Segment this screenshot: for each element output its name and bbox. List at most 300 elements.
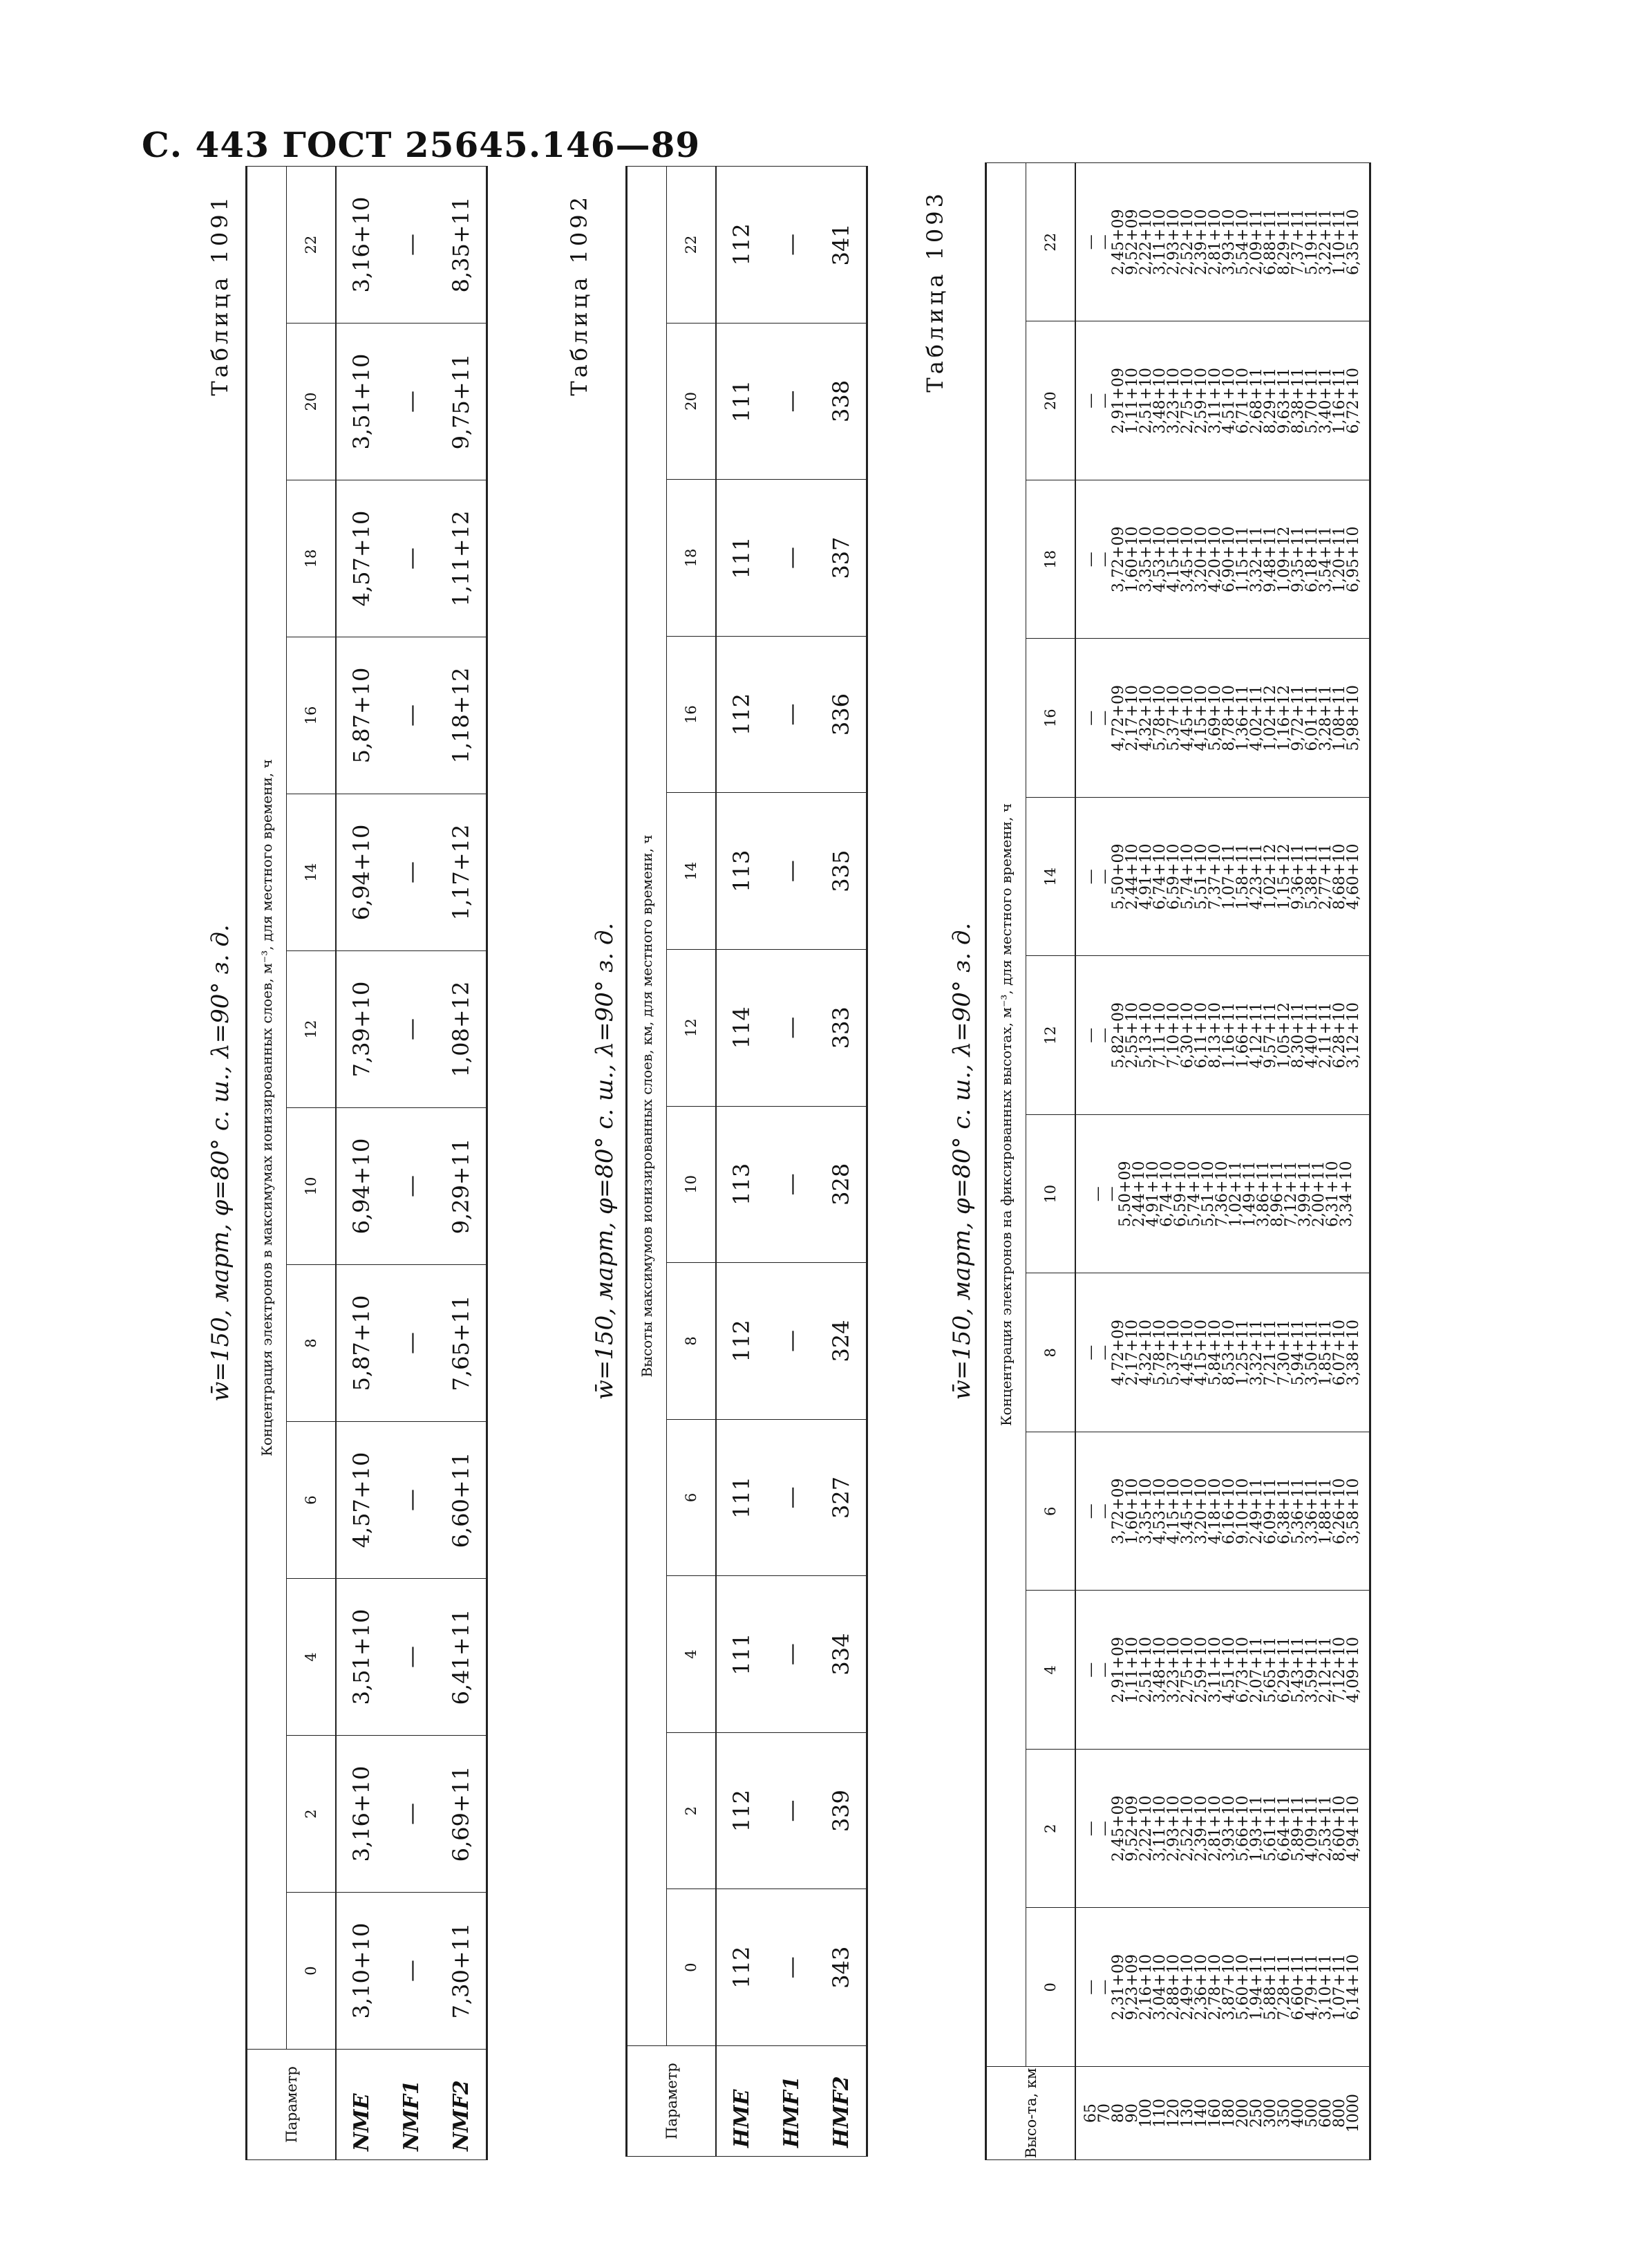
value-cell: 4,53+10 — [1151, 1478, 1169, 1544]
value-cell: 2,36+10 — [1193, 1954, 1210, 2021]
value-cell: 5,70+11 — [1303, 368, 1321, 434]
value-cell: 5,43+11 — [1290, 1637, 1307, 1703]
value-cell: 1,15+11 — [1234, 526, 1252, 592]
value-cell: 6,18+11 — [1303, 526, 1321, 592]
value-cell: 7,10+10 — [1165, 1002, 1182, 1069]
value-cell: 3,11+10 — [1207, 368, 1224, 434]
value-cell: 111 — [716, 1576, 766, 1733]
value-cell: 5,66+10 — [1234, 1795, 1252, 1862]
value-cell: 5,36+11 — [1290, 1478, 1307, 1544]
value-cell: 5,87+10 — [336, 637, 386, 794]
hour-header: 4 — [1026, 1591, 1076, 1750]
value-cell: 2,39+10 — [1193, 1795, 1210, 1862]
param-header: Параметр — [627, 2046, 717, 2157]
value-cell: 341 — [816, 167, 867, 324]
value-cell: 333 — [816, 949, 867, 1106]
page-header: С. 443 ГОСТ 25645.146—89 — [142, 124, 701, 165]
value-cell: 1,20+11 — [1331, 526, 1348, 592]
value-cell: 6,88+11 — [1262, 209, 1279, 275]
value-cell: 6,07+10 — [1331, 1320, 1348, 1386]
value-cell: 5,74+10 — [1186, 1161, 1203, 1227]
table-row — [1075, 163, 1370, 2160]
hour-header: 2 — [667, 1732, 717, 1889]
value-cell: 5,94+11 — [1290, 1320, 1307, 1386]
value-cell: — — [1096, 710, 1113, 726]
value-cell: 4,40+11 — [1303, 1002, 1321, 1069]
value-cell: — — [1096, 1662, 1113, 1678]
value-cell: 7,36+10 — [1214, 1161, 1231, 1227]
value-cell: — — [766, 323, 816, 480]
height-value: 600 — [1317, 2099, 1334, 2128]
value-cell: 8,30+11 — [1290, 1002, 1307, 1069]
hour-header: 18 — [667, 480, 717, 637]
value-cell: 6,60+11 — [1290, 1954, 1307, 2021]
value-cell: 1,07+11 — [1220, 843, 1238, 910]
hour-header: 10 — [1026, 1115, 1076, 1274]
value-cell: 5,50+09 — [1110, 843, 1127, 910]
value-column — [1075, 1591, 1370, 1750]
value-cell: 6,16+10 — [1220, 1478, 1238, 1544]
value-cell: 3,59+11 — [1303, 1637, 1321, 1703]
hour-header: 18 — [287, 480, 337, 637]
value-column — [1075, 1908, 1370, 2067]
value-cell: 1,02+12 — [1262, 685, 1279, 751]
value-cell: 5,89+11 — [1290, 1795, 1307, 1862]
value-cell: 3,93+10 — [1220, 1795, 1238, 1862]
value-cell: 1,11+10 — [1124, 1637, 1141, 1703]
table-subtitle: w̄=150, март, φ=80° с. ш., λ=90° з. д. — [591, 922, 619, 1400]
value-cell: 4,72+09 — [1110, 1320, 1127, 1386]
value-cell: 4,45+10 — [1179, 1320, 1196, 1386]
value-cell: 4,15+10 — [1165, 1478, 1182, 1544]
table-row — [766, 167, 816, 2157]
height-value: 500 — [1303, 2099, 1321, 2128]
table-caption: Высоты максимумов ионизированных слоев, км, для местного времени, ч — [627, 167, 667, 2046]
value-cell: 2,11+11 — [1317, 1002, 1334, 1069]
value-cell: 7,39+10 — [336, 951, 386, 1108]
value-cell: 6,69+11 — [436, 1736, 487, 1893]
hour-header: 2 — [287, 1736, 337, 1893]
table-subtitle: w̄=150, март, φ=80° с. ш., λ=90° з. д. — [207, 924, 234, 1402]
value-cell: 7,30+11 — [436, 1893, 487, 2050]
value-cell: 2,93+10 — [1165, 209, 1182, 275]
value-cell: 8,29+11 — [1276, 209, 1293, 275]
value-cell: 6,94+10 — [336, 794, 386, 951]
value-cell: 112 — [716, 1263, 766, 1420]
value-cell: 1,05+12 — [1276, 1002, 1293, 1069]
value-cell: 4,15+10 — [1193, 1320, 1210, 1386]
value-cell: 2,09+11 — [1248, 209, 1265, 275]
value-cell: — — [386, 1422, 436, 1579]
value-cell: 2,53+11 — [1317, 1795, 1334, 1862]
table-1092 — [625, 166, 868, 2157]
value-cell: 339 — [816, 1732, 867, 1889]
value-cell: 5,37+10 — [1165, 1320, 1182, 1386]
value-cell: — — [766, 1889, 816, 2046]
value-cell: 8,38+11 — [1290, 368, 1307, 434]
value-cell: 4,57+10 — [336, 1422, 386, 1579]
value-cell: 3,35+10 — [1138, 526, 1155, 592]
value-cell: — — [1082, 552, 1100, 568]
value-cell: 3,20+10 — [1193, 526, 1210, 592]
hour-header: 0 — [1026, 1908, 1076, 2067]
value-cell: 1,16+11 — [1331, 368, 1348, 434]
value-cell: 9,36+11 — [1290, 843, 1307, 910]
value-cell: — — [386, 951, 436, 1108]
value-cell: 1,07+11 — [1331, 1954, 1348, 2021]
value-cell: 6,90+10 — [1220, 526, 1238, 592]
value-cell: 3,51+10 — [336, 1579, 386, 1736]
value-cell: 8,68+10 — [1331, 843, 1348, 910]
height-value: 350 — [1276, 2099, 1293, 2128]
value-cell: 2,07+11 — [1248, 1637, 1265, 1703]
value-cell: 9,52+09 — [1124, 1795, 1141, 1862]
value-cell: 2,68+11 — [1248, 368, 1265, 434]
value-cell: 3,58+10 — [1345, 1478, 1362, 1544]
value-cell: 3,48+10 — [1151, 368, 1169, 434]
value-cell: — — [1082, 710, 1100, 726]
table-1091 — [245, 166, 488, 2160]
value-cell: — — [1082, 1503, 1100, 1519]
value-cell: 1,49+11 — [1241, 1161, 1258, 1227]
value-cell: 4,91+10 — [1138, 843, 1155, 910]
param-label: HMF1 — [766, 2046, 816, 2157]
table-row — [436, 167, 487, 2160]
hour-header: 8 — [287, 1265, 337, 1422]
value-cell: 6,41+11 — [436, 1579, 487, 1736]
value-cell: — — [1089, 1186, 1106, 1202]
value-cell: 3,38+10 — [1345, 1320, 1362, 1386]
value-cell: 1,15+12 — [1276, 843, 1293, 910]
value-cell: 112 — [716, 636, 766, 793]
value-cell: 1,16+11 — [1220, 1002, 1238, 1069]
hour-header: 22 — [287, 167, 337, 324]
value-cell: 2,81+10 — [1207, 1795, 1224, 1862]
value-cell: 5,54+10 — [1234, 209, 1252, 275]
hour-header: 4 — [667, 1576, 717, 1733]
value-cell: 1,58+11 — [1234, 843, 1252, 910]
value-cell: 6,94+10 — [336, 1108, 386, 1265]
value-column — [1075, 1115, 1370, 1274]
value-cell: 3,32+11 — [1248, 526, 1265, 592]
value-cell: — — [1096, 552, 1113, 568]
value-cell: 9,52+09 — [1124, 209, 1141, 275]
hour-header: 14 — [287, 794, 337, 951]
value-cell: 5,50+09 — [1117, 1161, 1134, 1227]
value-cell: 4,15+10 — [1165, 526, 1182, 592]
value-cell: 1,17+12 — [436, 794, 487, 951]
value-cell: 5,98+10 — [1345, 685, 1362, 751]
value-cell: 112 — [716, 1732, 766, 1889]
value-cell: — — [386, 1265, 436, 1422]
value-cell: 3,16+10 — [336, 167, 386, 324]
hour-header: 10 — [667, 1106, 717, 1263]
value-cell: 6,73+10 — [1234, 1637, 1252, 1703]
value-cell: 1,60+10 — [1124, 1478, 1141, 1544]
value-cell: 3,72+09 — [1110, 1478, 1127, 1544]
value-cell: 9,29+11 — [436, 1108, 487, 1265]
hour-header: 20 — [667, 323, 717, 480]
table-1093 — [985, 162, 1371, 2160]
value-column — [1075, 1273, 1370, 1432]
table-number: Таблица 1091 — [207, 194, 233, 396]
value-cell: 1,02+12 — [1262, 843, 1279, 910]
value-cell: 4,32+10 — [1138, 685, 1155, 751]
value-column — [1075, 163, 1370, 322]
value-cell: 6,01+11 — [1303, 685, 1321, 751]
value-cell: — — [1082, 869, 1100, 885]
value-cell: 6,11+10 — [1193, 1002, 1210, 1069]
value-cell: 6,14+10 — [1345, 1954, 1362, 2021]
height-value: 80 — [1110, 2103, 1127, 2123]
value-cell: 3,35+10 — [1138, 1478, 1155, 1544]
value-cell: 7,37+11 — [1290, 209, 1307, 275]
value-cell: 112 — [716, 167, 766, 324]
hour-header: 14 — [1026, 798, 1076, 957]
value-cell: 3,87+10 — [1220, 1954, 1238, 2021]
value-cell: 3,86+11 — [1255, 1161, 1272, 1227]
value-cell: 1,88+11 — [1317, 1478, 1334, 1544]
value-cell: 7,12+11 — [1283, 1161, 1300, 1227]
value-cell: 2,45+09 — [1110, 1795, 1127, 1862]
value-cell: 9,57+11 — [1262, 1002, 1279, 1069]
value-cell: 111 — [716, 1419, 766, 1576]
hour-header: 8 — [1026, 1273, 1076, 1432]
value-cell: — — [1082, 1662, 1100, 1678]
hour-header: 14 — [667, 793, 717, 950]
value-cell: 4,15+10 — [1193, 685, 1210, 751]
value-cell: 2,52+10 — [1179, 1795, 1196, 1862]
value-cell: — — [1096, 234, 1113, 250]
value-cell: 337 — [816, 480, 867, 637]
height-value: 90 — [1124, 2103, 1141, 2123]
table-1092-sheet — [563, 166, 919, 2157]
value-cell: 5,51+10 — [1200, 1161, 1217, 1227]
value-cell: 2,75+10 — [1179, 1637, 1196, 1703]
value-cell: 3,72+09 — [1110, 526, 1127, 592]
value-cell: 2,81+10 — [1207, 209, 1224, 275]
height-value: 180 — [1220, 2099, 1238, 2128]
hour-header: 4 — [287, 1579, 337, 1736]
param-label: HME — [716, 2046, 766, 2157]
value-cell: 1,11+12 — [436, 480, 487, 637]
value-cell: 1,66+11 — [1234, 1002, 1252, 1069]
value-cell: 6,31+10 — [1324, 1161, 1341, 1227]
value-cell: 6,29+11 — [1276, 1637, 1293, 1703]
value-cell: — — [1096, 1503, 1113, 1519]
value-cell: 335 — [816, 793, 867, 950]
hour-header: 16 — [667, 636, 717, 793]
hour-header: 20 — [287, 324, 337, 480]
hour-header: 16 — [1026, 639, 1076, 798]
value-cell: 2,22+10 — [1138, 209, 1155, 275]
value-cell: 1,10+11 — [1331, 209, 1348, 275]
value-column — [1075, 798, 1370, 957]
value-cell: 6,74+10 — [1158, 1161, 1176, 1227]
value-cell: 7,30+11 — [1276, 1320, 1293, 1386]
value-cell: 5,65+11 — [1262, 1637, 1279, 1703]
value-cell: — — [766, 636, 816, 793]
value-cell: — — [386, 167, 436, 324]
value-cell: 8,96+11 — [1269, 1161, 1286, 1227]
value-cell: 2,22+10 — [1138, 1795, 1155, 1862]
value-cell: 8,29+11 — [1262, 368, 1279, 434]
value-cell: 5,78+10 — [1151, 1320, 1169, 1386]
value-cell: 5,82+09 — [1110, 1002, 1127, 1069]
value-cell: 7,37+10 — [1207, 843, 1224, 910]
param-label: NMF2 — [436, 2050, 487, 2160]
value-cell: 9,48+11 — [1262, 526, 1279, 592]
value-cell: 4,18+10 — [1207, 1478, 1224, 1544]
table-subtitle: w̄=150, март, φ=80° с. ш., λ=90° з. д. — [948, 922, 976, 1400]
hour-header: 6 — [667, 1419, 717, 1576]
table-row — [336, 167, 386, 2160]
value-cell: — — [386, 794, 436, 951]
hour-header: 0 — [667, 1889, 717, 2046]
value-cell: 6,74+10 — [1151, 843, 1169, 910]
value-cell: — — [766, 949, 816, 1106]
value-cell: 5,78+10 — [1151, 685, 1169, 751]
value-cell: 4,94+10 — [1345, 1795, 1362, 1862]
value-cell: 2,78+10 — [1207, 1954, 1224, 2021]
value-cell: 2,59+10 — [1193, 1637, 1210, 1703]
value-cell: 4,20+10 — [1207, 526, 1224, 592]
height-value: 400 — [1290, 2099, 1307, 2128]
value-cell: 9,10+10 — [1234, 1478, 1252, 1544]
hour-header: 12 — [667, 949, 717, 1106]
value-column — [1075, 321, 1370, 480]
table-1091-sheet — [204, 166, 574, 2160]
value-cell: 3,11+10 — [1207, 1637, 1224, 1703]
value-cell: 3,10+10 — [336, 1893, 386, 2050]
value-cell: 6,95+10 — [1345, 526, 1362, 592]
value-cell: 3,16+10 — [336, 1736, 386, 1893]
value-cell: 5,84+10 — [1207, 1320, 1224, 1386]
table-row — [816, 167, 867, 2157]
value-cell: 7,11+10 — [1151, 1002, 1169, 1069]
hour-header: 12 — [1026, 956, 1076, 1115]
value-cell: 8,60+10 — [1331, 1795, 1348, 1862]
value-cell: 9,63+11 — [1276, 368, 1293, 434]
value-cell: 7,21+11 — [1262, 1320, 1279, 1386]
height-value: 65 — [1082, 2103, 1100, 2123]
value-cell: 8,13+10 — [1207, 1002, 1224, 1069]
value-cell: 3,23+10 — [1165, 1637, 1182, 1703]
value-cell: 4,60+10 — [1345, 843, 1362, 910]
height-value: 140 — [1193, 2099, 1210, 2128]
value-cell: 2,91+09 — [1110, 368, 1127, 434]
value-cell: — — [386, 1108, 436, 1265]
height-value: 110 — [1151, 2099, 1169, 2128]
height-header: Высо-та, км — [986, 2067, 1076, 2160]
value-cell: 113 — [716, 793, 766, 950]
table-number: Таблица 1093 — [922, 190, 948, 393]
value-cell: 2,44+10 — [1131, 1161, 1148, 1227]
hour-header: 20 — [1026, 321, 1076, 480]
value-cell: — — [386, 1579, 436, 1736]
hour-header: 2 — [1026, 1750, 1076, 1909]
table-row — [386, 167, 436, 2160]
value-cell: 1,08+12 — [436, 951, 487, 1108]
table-number: Таблица 1092 — [566, 194, 592, 396]
value-cell: — — [1082, 393, 1100, 409]
table-caption: Концентрация электронов на фиксированных высотах, м⁻³, для местного времени, ч — [986, 163, 1026, 2067]
value-cell: 4,02+11 — [1248, 685, 1265, 751]
height-value: 120 — [1165, 2099, 1182, 2128]
value-cell: 5,69+10 — [1207, 685, 1224, 751]
value-cell: 3,51+10 — [336, 324, 386, 480]
value-cell: 4,91+10 — [1144, 1161, 1162, 1227]
value-cell: — — [1096, 393, 1113, 409]
value-cell: 2,16+10 — [1138, 1954, 1155, 2021]
value-cell: 3,93+10 — [1220, 209, 1238, 275]
value-cell: 3,12+10 — [1345, 1002, 1362, 1069]
value-cell: 9,23+09 — [1124, 1954, 1141, 2021]
hour-header: 22 — [667, 167, 717, 324]
value-cell: 1,08+11 — [1331, 685, 1348, 751]
hour-header: 12 — [287, 951, 337, 1108]
value-cell: 6,71+10 — [1234, 368, 1252, 434]
value-cell: 327 — [816, 1419, 867, 1576]
value-cell: — — [1096, 1344, 1113, 1360]
value-column — [1075, 956, 1370, 1115]
value-cell: — — [1096, 869, 1113, 885]
value-cell: — — [386, 324, 436, 480]
height-value: 70 — [1096, 2103, 1113, 2123]
value-cell: 9,75+11 — [436, 324, 487, 480]
height-value: 250 — [1248, 2099, 1265, 2128]
value-cell: 4,09+11 — [1303, 1795, 1321, 1862]
value-cell: 1,36+11 — [1234, 685, 1252, 751]
value-cell: 5,19+11 — [1303, 209, 1321, 275]
value-cell: — — [386, 480, 436, 637]
value-cell: 1,85+11 — [1317, 1320, 1334, 1386]
value-cell: 2,17+10 — [1124, 685, 1141, 751]
value-cell: 6,59+10 — [1172, 1161, 1189, 1227]
value-cell: 3,28+11 — [1317, 685, 1334, 751]
value-cell: 2,77+11 — [1317, 843, 1334, 910]
value-cell: 1,25+11 — [1234, 1320, 1252, 1386]
value-cell: 5,37+10 — [1165, 685, 1182, 751]
value-cell: — — [1082, 1979, 1100, 1995]
value-cell: — — [766, 1732, 816, 1889]
value-cell: 9,72+11 — [1290, 685, 1307, 751]
value-cell: 4,72+09 — [1110, 685, 1127, 751]
param-label: NME — [336, 2050, 386, 2160]
value-cell: 1,16+12 — [1276, 685, 1293, 751]
value-cell: — — [1096, 1027, 1113, 1043]
value-cell: 2,31+09 — [1110, 1954, 1127, 2021]
hour-header: 18 — [1026, 480, 1076, 639]
value-cell: 324 — [816, 1263, 867, 1420]
value-cell: 8,78+10 — [1220, 685, 1238, 751]
value-cell: 4,09+10 — [1345, 1637, 1362, 1703]
value-cell: 338 — [816, 323, 867, 480]
height-value: 100 — [1138, 2099, 1155, 2128]
value-cell: 2,55+10 — [1124, 1002, 1141, 1069]
value-cell: 3,10+11 — [1317, 1954, 1334, 2021]
value-cell: 2,52+10 — [1179, 209, 1196, 275]
value-cell: 6,72+10 — [1345, 368, 1362, 434]
value-cell: 7,65+11 — [436, 1265, 487, 1422]
value-cell: — — [766, 1263, 816, 1420]
value-cell: 2,88+10 — [1165, 1954, 1182, 2021]
value-cell: 6,09+11 — [1262, 1478, 1279, 1544]
value-cell: 1,09+12 — [1276, 526, 1293, 592]
table-1093-sheet — [919, 162, 1651, 2160]
value-cell: 6,38+11 — [1276, 1478, 1293, 1544]
value-cell: 2,39+10 — [1193, 209, 1210, 275]
